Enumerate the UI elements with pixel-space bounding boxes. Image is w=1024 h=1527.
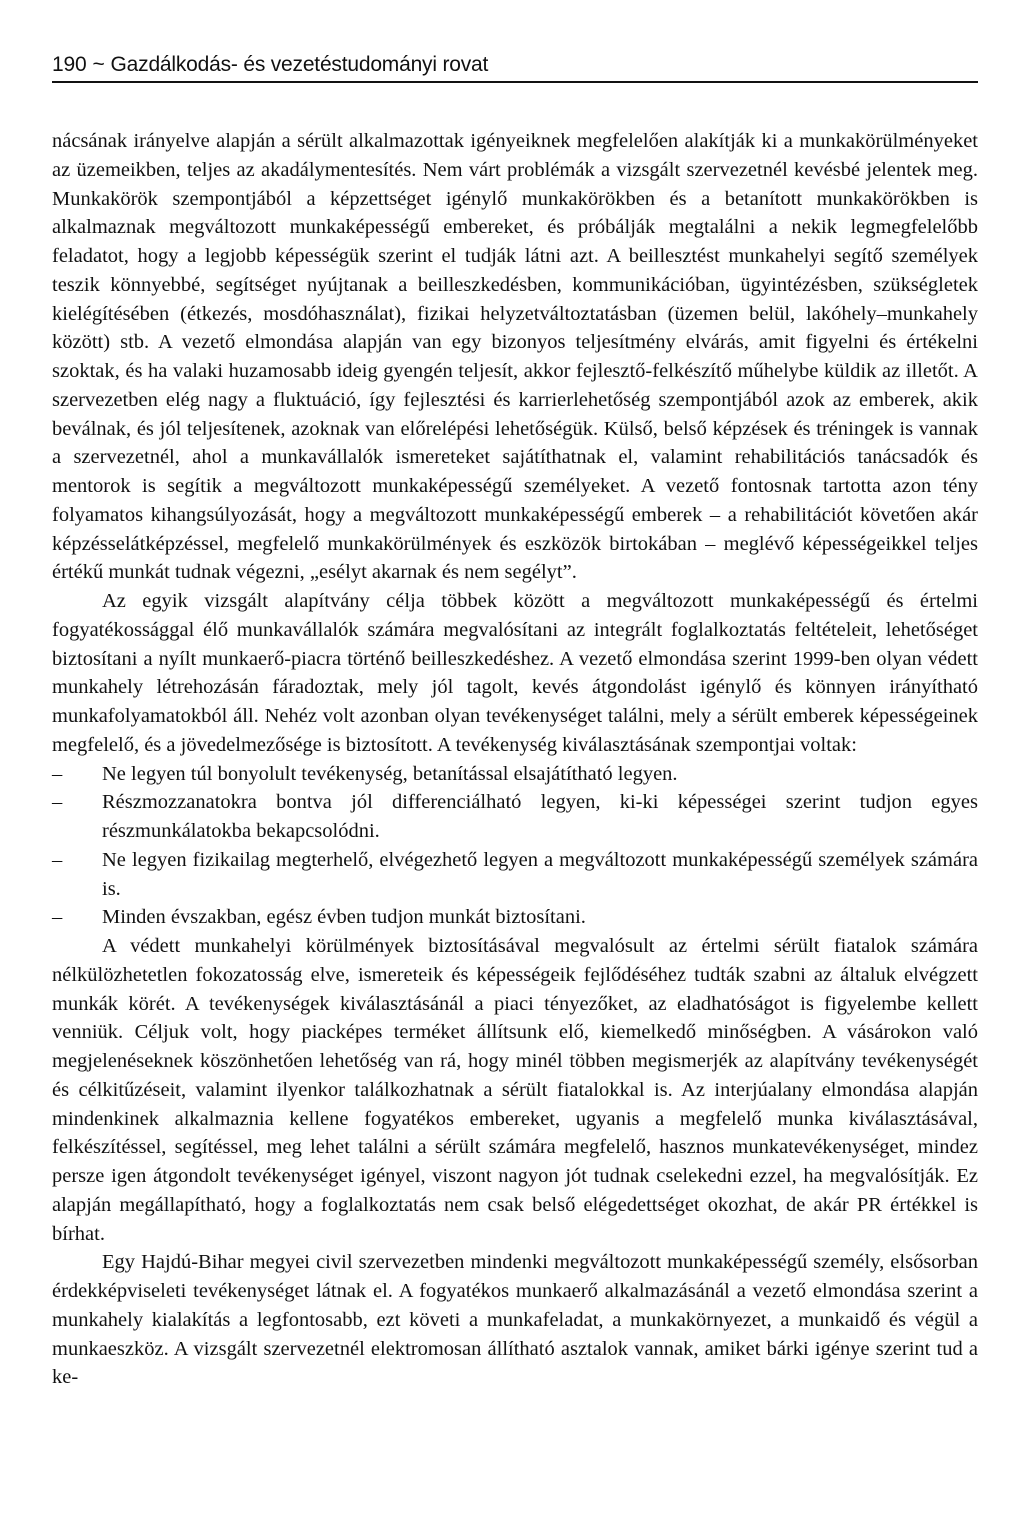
criteria-list [52,760,978,933]
list-item-text: Ne legyen túl bonyolult tevékenység, betanítással elsajátítható legyen. [102,762,678,785]
header-separator: ~ [92,53,105,76]
list-item [52,788,978,846]
body-text [52,127,978,1392]
paragraph-continued: nácsának irányelve alapján a sérült alkalmazottak igényeiknek megfelelően alakítják ki a munkakörülményeket az üzemeikben, teljes az akadálymentesítés. Nem várt problémák a vizsgált szervezetnél kevésbé jelentek meg. Munkakörök szempontjából a képzettséget igénylő munkakörökben és a betanított munkakörökben is alkalmaznak megváltozott munkaképességű embereket, és próbálják megtalálni a nekik legmegfelelőbb feladatot, hogy a legjobb képességük szerint el tudják látni azt. A beillesztést munkahelyi segítő személyek teszik könnyebbé, segítséget nyújtanak a beilleszkedésben, kommunikációban, ügyintézésben, szükségletek kielégítésében (étkezés, mosdóhasználat), fizikai helyzetváltoztatásban (üzemen belül, lakóhely–munkahely között) stb. A vezető elmondása alapján van egy bizonyos teljesítmény elvárás, amit figyelni és értékelni szoktak, és ha valaki huzamosabb ideig gyengén teljesít, akkor fejlesztő-felkészítő műhelybe küldik az illetőt. A szervezetben elég nagy a fluktuáció, így fejlesztési és karrierlehetőség szempontjából azok az emberek, akik beválnak, és jól teljesítenek, azoknak van előrelépési lehetőségük. Külső, belső képzések és tréningek is vannak a szervezetnél, ahol a munkavállalók ismereteket sajátíthatnak el, valamint rehabilitációs tanácsadók és mentorok is segítik a megváltozott munkaképességű személyeket. A vezető fontosnak tartotta azon tény folyamatos kihangsúlyozását, hogy a megváltozott munkaképességű emberek – a rehabilitációt követően akár képzésselátképzéssel, megfelelő munkakörülmények és eszközök birtokában – meglévő képességeikkel teljes értékű munkát tudnak végezni, „esélyt akarnak és nem segélyt”. [52,130,978,584]
list-item-text: Minden évszakban, egész évben tudjon munkát biztosítani. [102,906,586,929]
list-dash: – [52,791,63,814]
section-title: Gazdálkodás- és vezetéstudományi rovat [110,53,489,76]
list-item [52,846,978,904]
running-header [52,52,978,83]
list-item [52,903,978,932]
list-item-text: Ne legyen fizikailag megterhelő, elvégezhető legyen a megváltozott munkaképességű személyek számára is. [102,848,978,900]
list-dash: – [52,762,63,785]
paragraph-protected-workplace: A védett munkahelyi körülmények biztosításával megvalósult az értelmi sérült fiatalok számára nélkülözhetetlen fokozatosság elve, ismereteik és képességeik fejlődéséhez tudták szabni az általuk elvégzett munkák körét. A tevékenységek kiválasztásánál a piaci tényezőket, az eladhatóságot is figyelembe kellett venniük. Céljuk volt, hogy piacképes terméket állítsunk elő, kiemelkedő minőségben. A vásárokon való megjelenéseknek köszönhetően lehetőség van rá, hogy minél többen megismerjék az alapítvány tevékenységét és célkitűzéseit, valamint ilyenkor találkozhatnak a sérült fiatalokkal is. Az interjúalany elmondása alapján mindenkinek alkalmaznia kellene fogyatékos embereket, ugyanis a megfelelő munka kiválasztásával, felkészítéssel, segítéssel, meg lehet találni a sérült számára megfelelő, hasznos munkatevékenységet, mindez persze igen átgondolt tevékenységet igényel, viszont nagyon jót tudnak cselekedni ezzel, ha megvalósítják. Ez alapján megállapítható, hogy a foglalkoztatás nem csak belső elégedettséget okozhat, de akár PR értékkel is bírhat. [52,935,978,1245]
book-page [52,52,978,1392]
list-item [52,760,978,789]
paragraph-foundation: Az egyik vizsgált alapítvány célja többek között a megváltozott munkaképességű és értelmi fogyatékossággal élő munkavállalók számára megvalósítani az integrált foglalkoztatás feltételeit, lehetőséget biztosítani a nyílt munkaerő-piacra történő beilleszkedéshez. A vezető elmondása szerint 1999-ben olyan védett munkahely létrehozásán fáradoztak, mely jól tagolt, kevés átgondolást igénylő és könnyen irányítható munkafolyamatokból áll. Nehéz volt azonban olyan tevékenységet találni, mely a sérült emberek képességeinek megfelelő, és a jövedelmezősége is biztosított. A tevékenység kiválasztásának szempontjai voltak: [52,590,978,756]
list-dash: – [52,906,63,929]
paragraph-civil-organization: Egy Hajdú-Bihar megyei civil szervezetben mindenki megváltozott munkaképességű személy, elsősorban érdekképviseleti tevékenységet látnak el. A fogyatékos munkaerő alkalmazásánál a vezető elmondása szerint a munkahely kialakítás a legfontosabb, ezt követi a munkafeladat, a munkakörnyezet, a munkaidő és végül a munkaeszköz. A vizsgált szervezetnél elektromosan állítható asztalok vannak, amiket bárki igénye szerint tud a ke- [52,1251,978,1389]
page-number: 190 [52,53,87,76]
list-item-text: Részmozzanatokra bontva jól differenciálható legyen, ki-ki képességei szerint tudjon egyes részmunkálatokba bekapcsolódni. [102,791,978,843]
list-dash: – [52,848,63,871]
